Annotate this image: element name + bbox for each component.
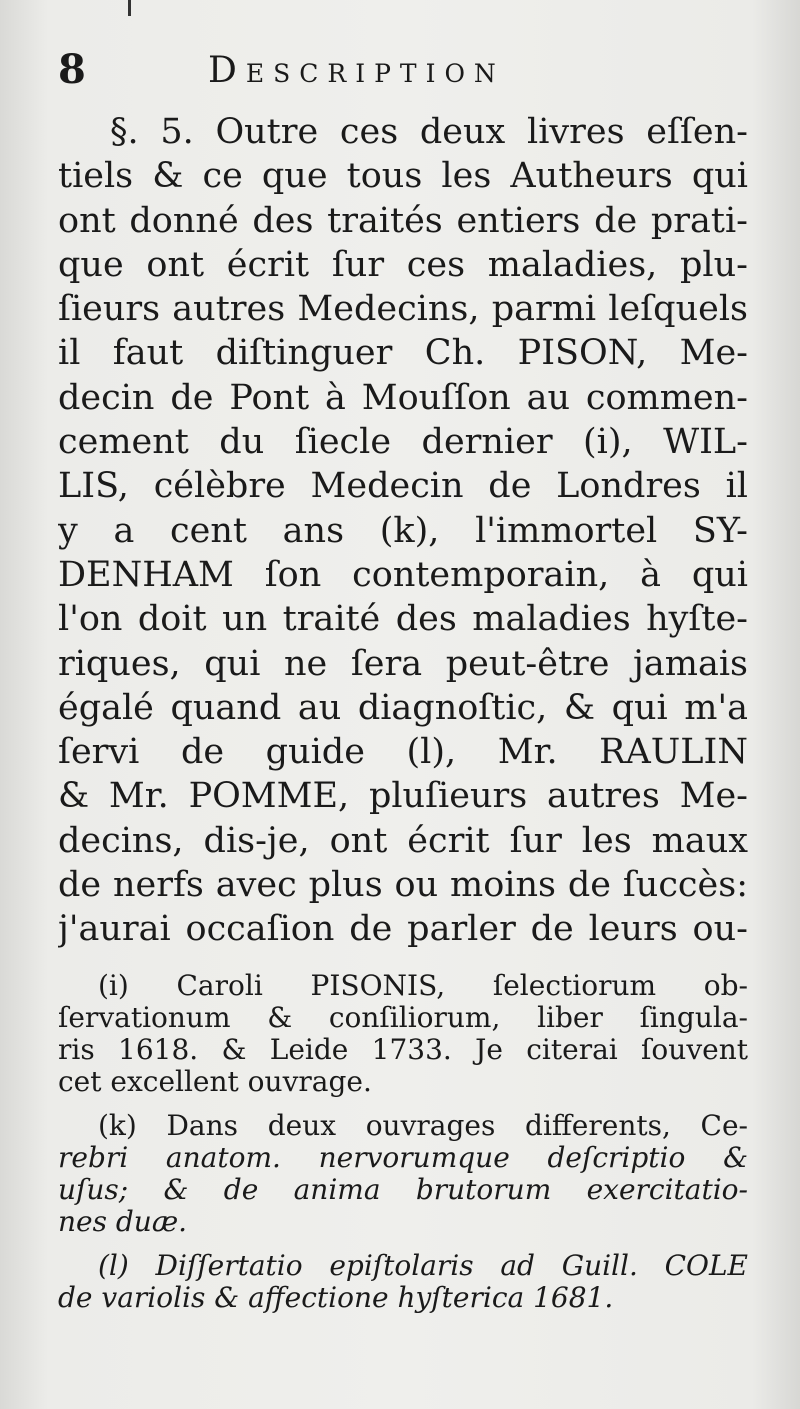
footnote-line: ſervationum & conſiliorum, liber ſingula- <box>58 1002 748 1034</box>
footnote-line: uſus; & de anima brutorum exercitatio- <box>58 1174 748 1206</box>
footnote-i <box>58 970 748 1098</box>
footnote-line: (k) Dans deux ouvrages differents, Ce- <box>98 1110 748 1142</box>
footnote-line: de variolis & affectione hyſterica 1681. <box>58 1282 614 1314</box>
text-line: il faut diſtinguer Ch. PISON, Me- <box>58 333 748 374</box>
footnote-line: (i) Caroli PISONIS, ſelectiorum ob- <box>98 970 748 1002</box>
text-line: que ont écrit ſur ces maladies, plu- <box>58 244 748 285</box>
text-line: j'aurai occaſion de parler de leurs ou- <box>58 909 748 950</box>
footnote-line: (l) Diſſertatio epiſtolaris ad Guill. COLE <box>98 1250 748 1282</box>
footnote-line: ris 1618. & Leide 1733. Je citerai ſouvent <box>58 1034 748 1066</box>
text-line: de nerfs avec plus ou moins de ſuccès: <box>58 865 748 906</box>
text-line: ſieurs autres Medecins, parmi leſquels <box>58 289 748 330</box>
page-number: 8 <box>58 46 86 93</box>
running-title: Description <box>208 50 505 91</box>
text-line: ont donné des traités entiers de prati- <box>58 200 748 241</box>
text-line: decins, dis-je, ont écrit ſur les maux <box>58 820 748 861</box>
text-line: riques, qui ne ſera peut-être jamais <box>58 643 748 684</box>
text-line: LIS, célèbre Medecin de Londres il <box>58 466 748 507</box>
text-line: cement du ſiecle dernier (i), WIL- <box>58 422 748 463</box>
text-line: & Mr. POMME, pluſieurs autres Me- <box>58 776 748 817</box>
footnotes <box>58 970 748 1326</box>
text-line: l'on doit un traité des maladies hyſte- <box>58 599 748 640</box>
text-line: ſervi de guide (l), Mr. RAULIN <box>58 732 748 773</box>
margin-mark <box>128 0 131 16</box>
text-line: §. 5. Outre ces deux livres eſſen- <box>110 112 748 152</box>
text-line: y a cent ans (k), l'immortel SY- <box>58 510 748 551</box>
footnote-line: nes duæ. <box>58 1206 188 1238</box>
text-line: égalé quand au diagnoſtic, & qui m'a <box>58 687 748 728</box>
footnote-line: cet excellent ouvrage. <box>58 1066 372 1098</box>
text-line: tiels & ce que tous les Autheurs qui <box>58 156 748 197</box>
text-line: decin de Pont à Mouſſon au commen- <box>58 377 748 418</box>
footnote-l <box>58 1250 748 1314</box>
footnote-k <box>58 1110 748 1238</box>
text-line: DENHAM ſon contemporain, à qui <box>58 554 748 595</box>
main-text <box>58 110 748 952</box>
page-header <box>58 46 758 96</box>
footnote-line: rebri anatom. nervorumque deſcriptio & <box>58 1142 748 1174</box>
